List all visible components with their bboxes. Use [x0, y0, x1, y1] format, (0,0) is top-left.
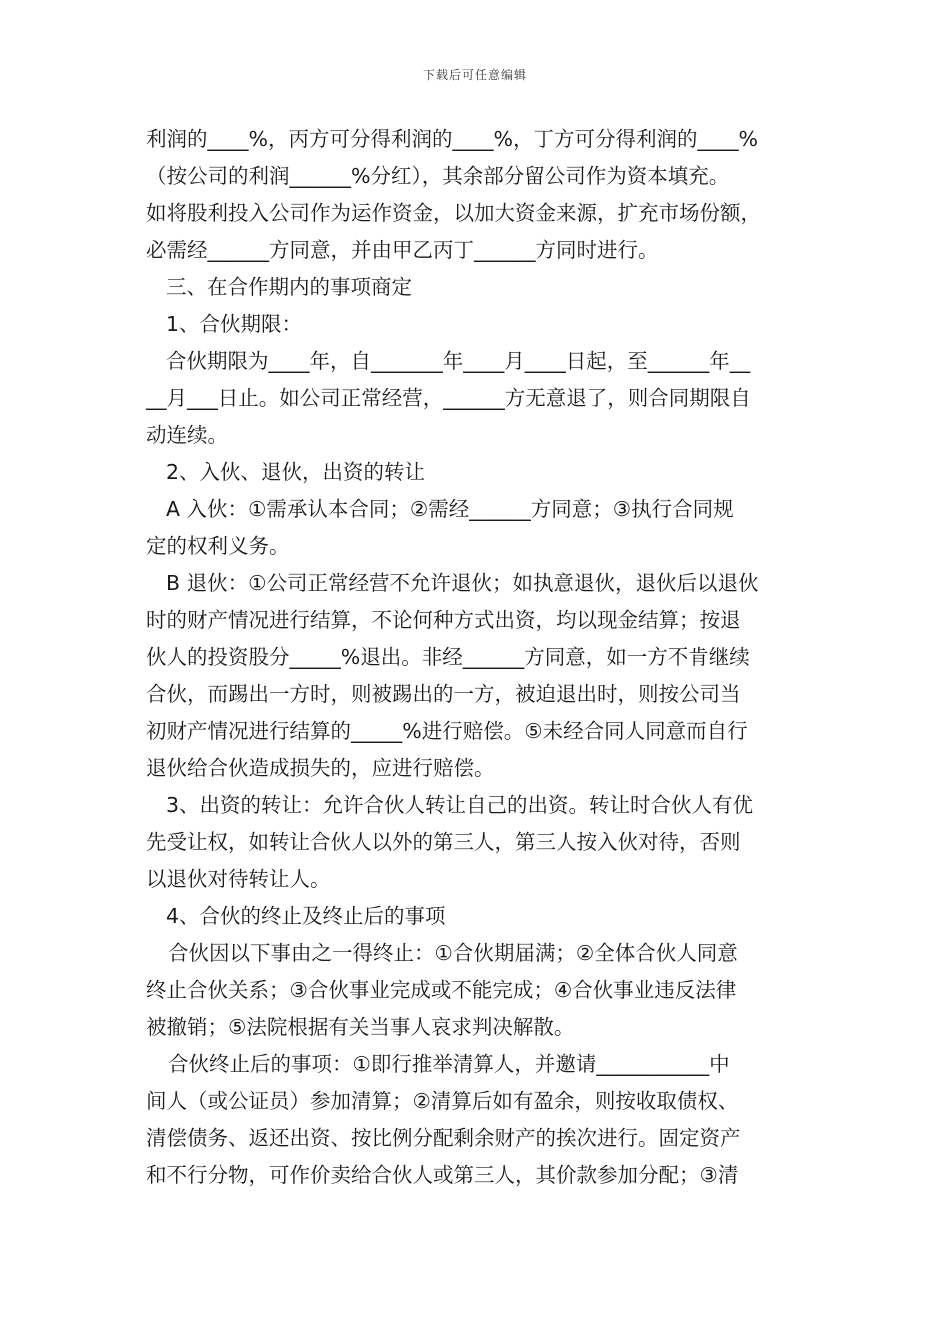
text-line: （按公司的利润______%分红），其余部分留公司作为资本填充。 [146, 164, 730, 188]
text-line: 定的权利义务。 [146, 534, 290, 558]
text-line: 和不行分物，可作价卖给合伙人或第三人，其价款参加分配；③清 [146, 1163, 739, 1187]
page-header: 下载后可任意编辑 [422, 68, 527, 82]
subsection-heading: 2、入伙、退伙，出资的转让 [166, 460, 426, 484]
text-line: 时的财产情况进行结算，不论何种方式出资，均以现金结算；按退 [146, 608, 741, 632]
text-line: 利润的____%，丙方可分得利润的____%，丁方可分得利润的____% [146, 127, 758, 151]
text-line: 合伙期限为____年，自_______年____月____日起，至______年__ [166, 349, 751, 373]
text-line: 合伙终止后的事项：①即行推举清算人，并邀请___________中 [168, 1052, 730, 1076]
text-line: 3、出资的转让：允许合伙人转让自己的出资。转让时合伙人有优 [166, 793, 754, 817]
section-heading: 三、在合作期内的事项商定 [166, 275, 412, 299]
text-line: 先受让权，如转让合伙人以外的第三人，第三人按入伙对待，否则 [146, 830, 741, 854]
text-line: 合伙，而踢出一方时，则被踢出的一方，被迫退出时，则按公司当 [146, 682, 741, 706]
document-body [146, 121, 806, 1194]
text-line: 必需经______方同意，并由甲乙丙丁______方同时进行。 [146, 238, 659, 262]
text-line: 以退伙对待转让人。 [146, 867, 331, 891]
text-line: A 入伙：①需承认本合同；②需经______方同意；③执行合同规 [166, 497, 734, 521]
text-line: 合伙因以下事由之一得终止：①合伙期届满；②全体合伙人同意 [168, 941, 738, 965]
text-line: 初财产情况进行结算的_____%进行赔偿。⑤未经合同人同意而自行 [146, 719, 748, 743]
text-line: 伙人的投资股分_____%退出。非经______方同意，如一方不肯继续 [146, 645, 750, 669]
text-line: 如将股利投入公司作为运作资金，以加大资金来源，扩充市场份额， [146, 201, 761, 225]
text-line: __月___日止。如公司正常经营，______方无意退了，则合同期限自 [146, 386, 751, 410]
text-line: 退伙给合伙造成损失的，应进行赔偿。 [146, 756, 495, 780]
text-line: 间人（或公证员）参加清算；②清算后如有盈余，则按收取债权、 [146, 1089, 739, 1113]
text-line: 终止合伙关系；③合伙事业完成或不能完成；④合伙事业违反法律 [146, 978, 737, 1002]
text-line: 动连续。 [146, 423, 228, 447]
subsection-heading: 1、合伙期限： [166, 312, 303, 336]
text-line: B 退伙：①公司正常经营不允许退伙；如执意退伙，退伙后以退伙 [166, 571, 759, 595]
subsection-heading: 4、合伙的终止及终止后的事项 [166, 904, 446, 928]
text-line: 清偿债务、返还出资、按比例分配剩余财产的挨次进行。固定资产 [146, 1126, 741, 1150]
text-line: 被撤销；⑤法院根据有关当事人哀求判决解散。 [146, 1015, 575, 1039]
